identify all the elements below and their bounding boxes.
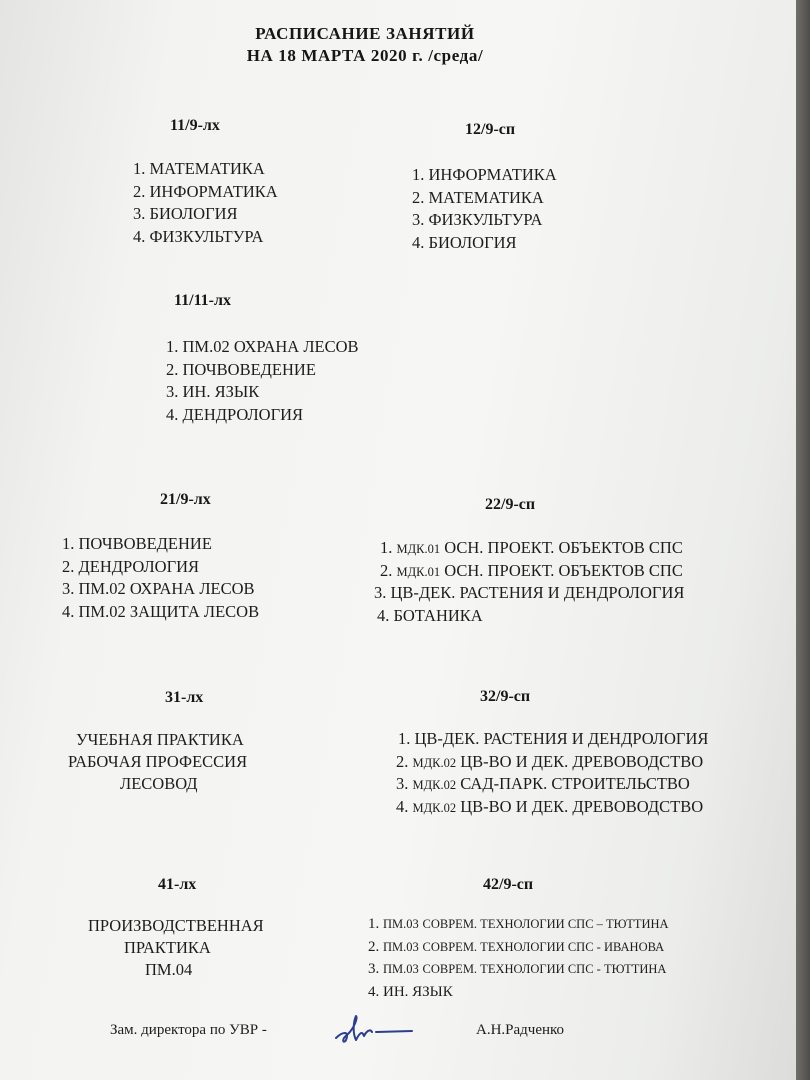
group-31-line: РАБОЧАЯ ПРОФЕССИЯ: [68, 752, 248, 771]
group-11-11-title: 11/11-лх: [174, 292, 231, 309]
list-item: 4. ДЕНДРОЛОГИЯ: [166, 404, 304, 424]
list-item: 3. ФИЗКУЛЬТУРА: [412, 210, 543, 229]
group-21-9-title: 21/9-лх: [160, 491, 211, 508]
list-item: 3. БИОЛОГИЯ: [133, 204, 238, 223]
list-item: 4. ИН. ЯЗЫК: [368, 983, 453, 1000]
group-41-title: 41-лх: [158, 876, 197, 893]
list-item: 2. МАТЕМАТИКА: [412, 187, 544, 207]
list-item: 2. ПМ.03 СОВРЕМ. ТЕХНОЛОГИИ СПС - ИВАНОВА: [368, 938, 665, 955]
list-item: 1. ИНФОРМАТИКА: [412, 165, 557, 184]
group-11-11-list: [166, 336, 359, 426]
group-12-9-list: [412, 164, 557, 254]
list-item: 2. МДК.01 ОСН. ПРОЕКТ. ОБЪЕКТОВ СПС: [380, 560, 683, 580]
list-item: 1. ПОЧВОВЕДЕНИЕ: [62, 534, 212, 553]
list-item: 3. МДК.02 САД-ПАРК. СТРОИТЕЛЬСТВО: [396, 774, 690, 793]
list-item: 2. ПОЧВОВЕДЕНИЕ: [166, 359, 316, 379]
group-11-9-list: [133, 158, 278, 248]
group-41-line: ПРАКТИКА: [124, 938, 211, 957]
group-32-9-title: 32/9-сп: [480, 688, 531, 705]
list-item: 2. ДЕНДРОЛОГИЯ: [62, 556, 200, 576]
group-11-9-title: 11/9-лх: [170, 117, 220, 134]
list-item: 4. ФИЗКУЛЬТУРА: [133, 226, 264, 246]
list-item: 1. ЦВ-ДЕК. РАСТЕНИЯ И ДЕНДРОЛОГИЯ: [398, 729, 709, 748]
list-item: 4. БОТАНИКА: [377, 605, 483, 625]
group-22-9-list: [374, 537, 685, 627]
group-41-line: ПМ.04: [145, 960, 193, 979]
list-item: 1. МДК.01 ОСН. ПРОЕКТ. ОБЪЕКТОВ СПС: [380, 538, 683, 557]
signature-image: [328, 1010, 418, 1050]
group-32-9-list: [396, 728, 708, 818]
list-item: 3. ПМ.03 СОВРЕМ. ТЕХНОЛОГИИ СПС - ТЮТТИНА: [368, 961, 667, 977]
footer-name: А.Н.Радченко: [476, 1022, 565, 1038]
group-31-line: ЛЕСОВОД: [120, 774, 198, 793]
list-item: 4. БИОЛОГИЯ: [412, 232, 517, 252]
list-item: 1. МАТЕМАТИКА: [133, 159, 265, 178]
group-21-9-list: [62, 533, 259, 623]
list-item: 2. ИНФОРМАТИКА: [133, 181, 278, 201]
group-22-9-title: 22/9-сп: [485, 496, 536, 513]
list-item: 4. МДК.02 ЦВ-ВО И ДЕК. ДРЕВОВОДСТВО: [396, 796, 704, 816]
group-41-line: ПРОИЗВОДСТВЕННАЯ: [88, 916, 264, 935]
table-edge: [796, 0, 810, 1080]
group-42-9-title: 42/9-сп: [483, 876, 534, 893]
list-item: 1. ПМ.03 СОВРЕМ. ТЕХНОЛОГИИ СПС – ТЮТТИНА: [368, 916, 669, 932]
group-31-title: 31-лх: [165, 689, 204, 706]
group-31-line: УЧЕБНАЯ ПРАКТИКА: [76, 730, 244, 749]
list-item: 4. ПМ.02 ЗАЩИТА ЛЕСОВ: [62, 601, 260, 621]
list-item: 1. ПМ.02 ОХРАНА ЛЕСОВ: [166, 337, 359, 356]
list-item: 3. ПМ.02 ОХРАНА ЛЕСОВ: [62, 579, 255, 598]
schedule-date: НА 18 МАРТА 2020 г. /среда/: [246, 46, 484, 65]
group-12-9-title: 12/9-сп: [465, 121, 516, 138]
footer-position: Зам. директора по УВР -: [110, 1022, 267, 1038]
group-42-9-list: [368, 913, 669, 1003]
list-item: 3. ИН. ЯЗЫК: [166, 382, 260, 401]
list-item: 3. ЦВ-ДЕК. РАСТЕНИЯ И ДЕНДРОЛОГИЯ: [374, 583, 685, 602]
schedule-title: РАСПИСАНИЕ ЗАНЯТИЙ: [255, 24, 475, 43]
list-item: 2. МДК.02 ЦВ-ВО И ДЕК. ДРЕВОВОДСТВО: [396, 751, 704, 771]
